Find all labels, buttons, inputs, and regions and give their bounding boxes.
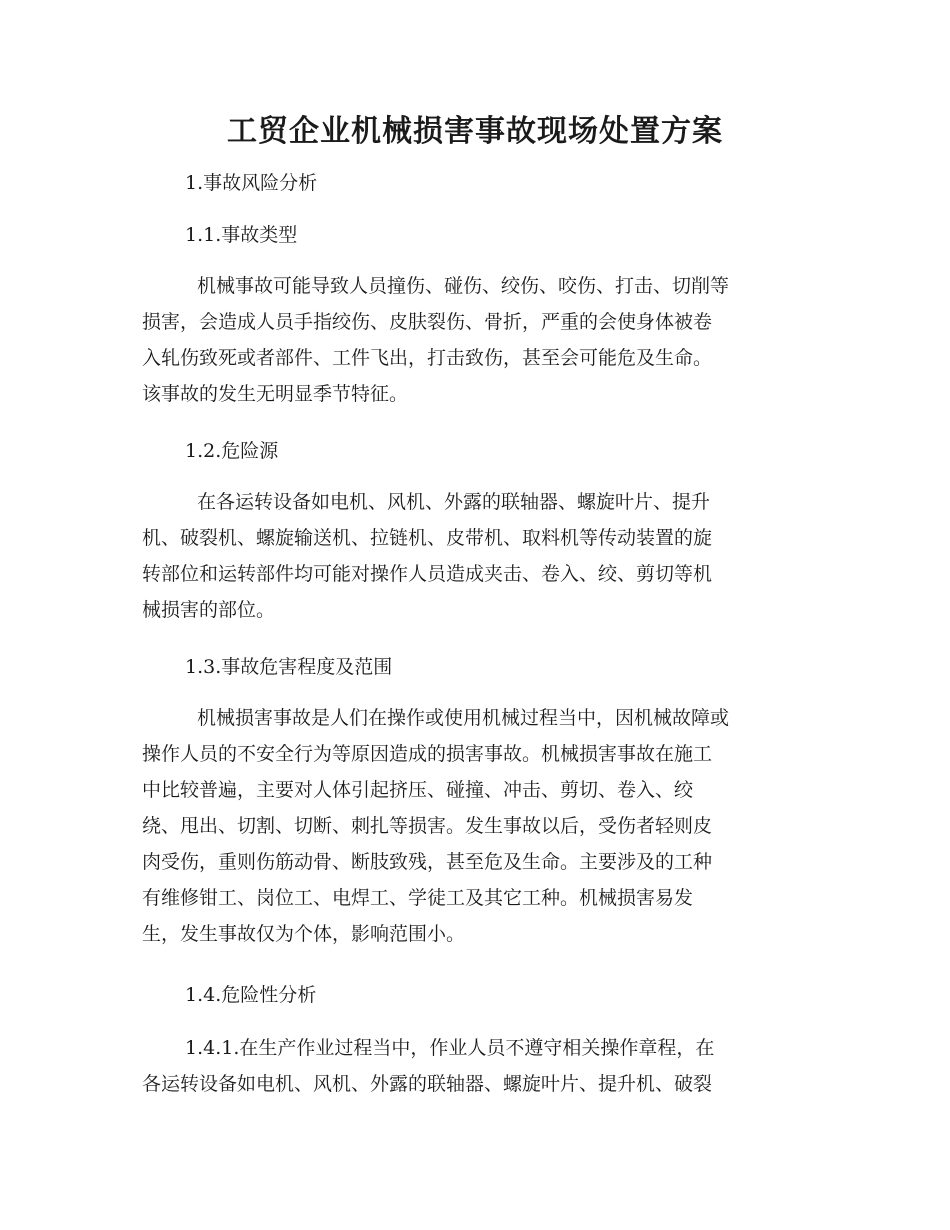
paragraph-line: 械损害的部位。 [142,599,276,621]
section-heading-risk-analysis-detail: 1.4.危险性分析 [185,984,317,1006]
paragraph-line: 生，发生事故仅为个体，影响范围小。 [142,923,466,945]
section-heading-hazard-source: 1.2.危险源 [185,440,279,462]
paragraph-line: 中比较普遍，主要对人体引起挤压、碰撞、冲击、剪切、卷入、绞 [142,779,694,801]
paragraph-line: 各运转设备如电机、风机、外露的联轴器、螺旋叶片、提升机、破裂 [142,1073,713,1095]
paragraph-line: 1.4.1.在生产作业过程当中，作业人员不遵守相关操作章程，在 [185,1037,715,1059]
paragraph-line: 转部位和运转部件均可能对操作人员造成夹击、卷入、绞、剪切等机 [142,563,713,585]
paragraph-line: 机械损害事故是人们在操作或使用机械过程当中，因机械故障或 [197,707,730,729]
paragraph-line: 损害，会造成人员手指绞伤、皮肤裂伤、骨折，严重的会使身体被卷 [142,311,713,333]
section-heading-risk-analysis: 1.事故风险分析 [185,172,318,194]
paragraph-hazard-source [142,484,812,628]
paragraph-line: 操作人员的不安全行为等原因造成的损害事故。机械损害事故在施工 [142,743,713,765]
paragraph-line: 有维修钳工、岗位工、电焊工、学徒工及其它工种。机械损害易发 [142,887,694,909]
paragraph-accident-type [142,268,812,412]
paragraph-line: 机、破裂机、螺旋输送机、拉链机、皮带机、取料机等传动装置的旋 [142,527,713,549]
section-heading-harm-scope: 1.3.事故危害程度及范围 [185,656,393,678]
paragraph-line: 肉受伤，重则伤筋动骨、断肢致残，甚至危及生命。主要涉及的工种 [142,851,713,873]
section-heading-accident-type: 1.1.事故类型 [185,224,298,246]
paragraph-line: 该事故的发生无明显季节特征。 [142,383,409,405]
document-title: 工贸企业机械损害事故现场处置方案 [227,114,723,149]
paragraph-risk-detail [142,1030,812,1102]
paragraph-line: 在各运转设备如电机、风机、外露的联轴器、螺旋叶片、提升 [197,491,711,513]
paragraph-line: 机械事故可能导致人员撞伤、碰伤、绞伤、咬伤、打击、切削等 [197,275,730,297]
paragraph-harm-scope [142,700,812,952]
paragraph-line: 入轧伤致死或者部件、工件飞出，打击致伤，甚至会可能危及生命。 [142,347,713,369]
paragraph-line: 绕、甩出、切割、切断、刺扎等损害。发生事故以后，受伤者轻则皮 [142,815,713,837]
